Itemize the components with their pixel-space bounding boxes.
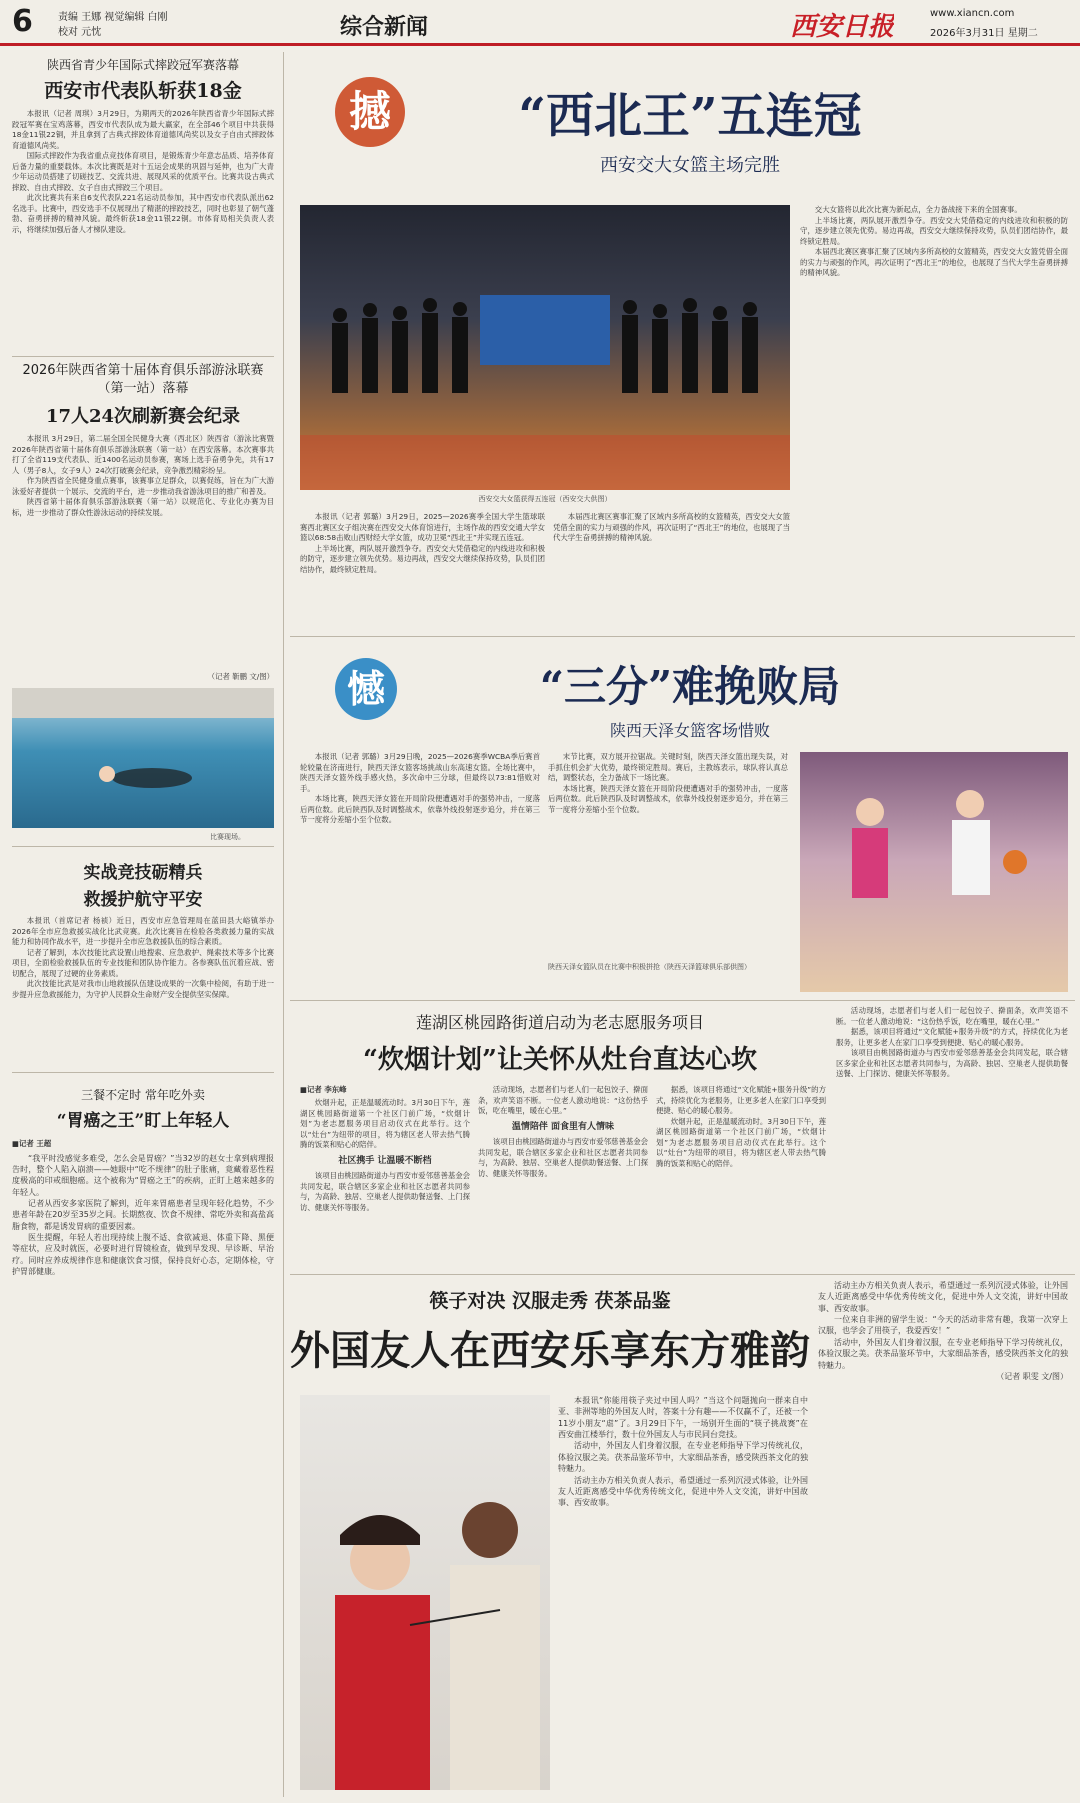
- story4-body-b: 活动主办方相关负责人表示，希望通过一系列沉浸式体验，让外国友人近距离感受中华优秀传统文化，促进中外人文交流，讲好中国故事、西安故事。 一位来自非洲的留学生说：“今天的活动非常有趣，我第一次穿上汉服，也学会了用筷子，我爱西安！” 活动中，外国友人们身着汉服，在专业老师指导下学习传统礼仪，体验汉服之美。茯茶品鉴环节中，大家细品茶香，感受陕西茶文化的独特魅力。 （记者 职雯 文/图）: [818, 1281, 1068, 1381]
- chopsticks-photo: [300, 1395, 550, 1790]
- article-kicker: 莲湖区桃园路街道启动为老志愿服务项目: [415, 1013, 704, 1032]
- article-body: 本报讯 3月29日，第二届全国全民健身大赛（西北区）陕西省（游泳比赛暨2026年陕西省第十届体育俱乐部游泳联赛（第一站）在西安落幕。本次赛事共打了全省119支代表队、近1400名运动员参赛，赛场上选手奋勇争先，共有17人（男子8人，女子9人）24次打破赛会纪录，竞争激烈精彩纷呈。 作为陕西省全民健身重点赛事，该赛事立足群众，以赛促练，旨在为广大游泳爱好者提供一个展示、交流的平台，进一步推动我省游泳项目的推广和普及。 陕西省第十届体育俱乐部游泳联赛（第一站）以规范化、专业化办赛为目标，进一步推动了群众性游泳运动的持续发展。: [12, 434, 274, 517]
- swimming-photo: [12, 688, 274, 828]
- story2-body-b: 末节比赛，双方展开拉锯战。关键时刻，陕西天泽女篮出现失误，对手抓住机会扩大优势，最终锁定胜局。赛后，主教练表示，球队将认真总结，调整状态，全力备战下一场比赛。 本场比赛，陕西天泽女篮在开局阶段便遭遇对手的强势冲击，一度落后两位数。此后陕西队及时调整战术，依靠外线投射逐步追分，并在第三节一度将分差缩小至个位数。: [548, 752, 788, 814]
- stamp-badge: 撼: [335, 77, 405, 147]
- left-article-wrestling: [12, 52, 274, 352]
- article-body: “我平时没感觉多难受，怎么会是胃癌？”当32岁的赵女士拿到病理报告时，整个人陷入崩溃——她眼中“吃不规律”的肚子胀痛，竟藏着恶性程度极高的印戒细胞癌。这个被称为“胃癌之王”的疾病，正盯上越来越多的年轻人。 记者从西安多家医院了解到，近年来胃癌患者呈现年轻化趋势，不少患者年龄在20岁至35岁之间。长期熬夜、饮食不规律、常吃外卖和高盐高脂食物，都是诱发胃病的重要因素。 医生提醒，年轻人若出现持续上腹不适、食欲减退、体重下降、黑便等症状，应及时就医，必要时进行胃镜检查，做到早发现、早诊断、早治疗。同时应养成规律作息和健康饮食习惯，保持良好心态，定期体检，守护胃部健康。: [12, 1153, 274, 1277]
- story-title: “炊烟计划”让关怀从灶台直达心坎: [363, 1045, 757, 1075]
- story-subtitle: 西安交大女篮主场完胜: [600, 155, 780, 176]
- page-editors: 责编 王娜 视觉编辑 白刚: [58, 12, 168, 23]
- article-body: 本报讯（记者 周琪）3月29日，为期两天的2026年陕西省青少年国际式摔跤冠军赛在宝鸡落幕，西安市代表队成为最大赢家，在全部46个项目中共获得18金11银22铜，并且拿到了古典式摔跤体育道德风尚奖以及女子自由式摔跤体育道德风尚奖。 国际式摔跤作为我省重点竞技体育项目，是锻炼青少年意志品质、培养体育后备力量的重要载体。本次比赛既是对十五运会成果的巩固与延伸，也为广大青少年运动员搭建了切磋技艺、交流共进、展现风采的优质平台。比赛共设古典式摔跤、自由式摔跤、女子自由式摔跤三个项目。 此次比赛共有来自6支代表队221名运动员参加，其中西安市代表队派出62名选手。比赛中，西安选手不仅展现出了精湛的摔跤技艺，同时也彰显了朝气蓬勃、奋勇拼搏的精神风貌。最终斩获18金11银22铜。市体育局相关负责人表示，将继续加强后备人才梯队建设。: [12, 109, 274, 234]
- story2-body-a: 本报讯（记者 郭璐）3月29日晚，2025—2026赛季WCBA季后赛首轮较量在济南进行，陕西天泽女篮客场挑战山东高速女篮。全场比赛中，陕西天泽女篮外线手感火热，多次命中三分球，但最终以73:81惜败对手。 本场比赛，陕西天泽女篮在开局阶段便遭遇对手的强势冲击，一度落后两位数。此后陕西队及时调整战术，依靠外线投射逐步追分，并在第三节一度将分差缩小至个位数。: [300, 752, 540, 825]
- stamp-badge: 憾: [335, 658, 397, 720]
- article-kicker: 三餐不定时 常年吃外卖: [81, 1088, 205, 1102]
- photo-caption: 西安交大女篮获得五连冠（西安交大供图）: [478, 495, 612, 503]
- article-kicker: 筷子对决 汉服走秀 茯茶品鉴: [429, 1290, 671, 1312]
- section-title: 综合新闻: [340, 15, 429, 40]
- article-title: 实战竞技砺精兵: [83, 863, 203, 883]
- article-byline: （记者 靳鹏 文/图）: [207, 672, 274, 681]
- story1-body-a: 本报讯（记者 郭璐）3月29日，2025—2026赛季全国大学生篮球联赛西北赛区女子组决赛在西安交大体育馆进行，主场作战的西安交通大学女篮以68:58击败山西财经大学女篮，成功卫冕“西北王”并实现五连冠。 上半场比赛，两队展开激烈争夺。西安交大凭借稳定的内线进攻和积极的防守，逐步建立领先优势。易边再战，西安交大继续保持攻势，队员们团结协作，最终锁定胜局。: [300, 512, 545, 574]
- story3-body-a: 炊烟升起，正是温暖流动时。3月30日下午，莲湖区桃园路街道第一个社区门前广场，“炊烟计划”为老志愿服务项目启动仪式在此举行。这个以“灶台”为纽带的项目，将为辖区老人带去热气腾腾的饭菜和贴心的陪伴。 社区携手 让温暖不断档 该项目由桃园路街道办与西安市爱邻慈善基金会共同发起，联合辖区多家企业和社区志愿者共同参与，为高龄、独居、空巢老人提供助餐送餐、上门探访、健康关怀等服务。: [300, 1098, 470, 1212]
- page-header: [0, 0, 1080, 46]
- story-subtitle: 陕西天泽女篮客场惜败: [609, 721, 770, 740]
- subheading: 温情陪伴 面食里有人情味: [511, 1121, 615, 1132]
- article-title: “胃癌之王”盯上年轻人: [56, 1111, 230, 1131]
- left-article-swimming: [12, 362, 274, 682]
- story2-header: [290, 640, 1070, 755]
- article-kicker: 2026年陕西省第十届体育俱乐部游泳联赛（第一站）落幕: [22, 363, 264, 397]
- team-photo-illustration: [300, 205, 790, 490]
- photo-caption: 比赛现场。: [210, 833, 245, 841]
- story1-body-b: 本届西北赛区赛事汇聚了区域内多所高校的女篮精英，西安交大女篮凭借全面的实力与顽强的作风，再次证明了“西北王”的地位，也展现了当代大学生奋勇拼搏的精神风貌。: [553, 512, 790, 543]
- basketball-team-photo: [300, 205, 790, 490]
- article-title: 17人24次刷新赛会纪录: [45, 406, 241, 428]
- issue-date: 2026年3月31日 星期二: [930, 28, 1038, 39]
- story3-body-b: 活动现场，志愿者们与老人们一起包饺子、擀面条，欢声笑语不断。一位老人激动地说：“这份热乎饭，吃在嘴里，暖在心里。” 温情陪伴 面食里有人情味 该项目由桃园路街道办与西安市爱邻慈善基金会共同发起，联合辖区多家企业和社区志愿者共同参与，为高龄、独居、空巢老人提供助餐送餐、上门探访、健康关怀等服务。: [478, 1085, 648, 1178]
- left-article-rescue: [12, 852, 274, 1062]
- article-title: 救援护航守平安: [83, 890, 203, 910]
- players-illustration: [800, 752, 1068, 992]
- story3-header: [290, 1006, 830, 1076]
- article-byline: ■记者 王超: [12, 1139, 52, 1148]
- page-proof: 校对 元忱: [58, 27, 102, 38]
- people-illustration: [300, 1395, 550, 1790]
- story4-header: [290, 1280, 810, 1380]
- subheading: 社区携手 让温暖不断档: [338, 1155, 432, 1166]
- story1-header: [290, 55, 1070, 190]
- page-number: 6: [12, 4, 33, 39]
- column-divider: [283, 52, 284, 1797]
- basketball-game-photo: [800, 752, 1068, 992]
- article-body: 本报讯（首席记者 杨祯）近日，西安市应急管理局在蓝田县大峪镇举办2026年全市应急救援实战化比武竞赛。此次比赛旨在检验各类救援力量的实战能力和协同作战水平，进一步提升全市应急救援队伍的综合素质。 记者了解到，本次技能比武设置山地搜索、应急救护、绳索技术等多个比赛项目，全面检验救援队伍的专业技能和团队协作能力。各参赛队伍沉着应战、密切配合，展现了过硬的业务素质。 此次技能比武是对我市山地救援队伍建设成果的一次集中检阅，有助于进一步提升应急救援能力，为守护人民群众生命财产安全提供坚实保障。: [12, 916, 274, 999]
- brand-logo: 西安日报: [790, 12, 895, 42]
- story-title: “西北王”五连冠: [518, 88, 862, 144]
- story-title: 外国友人在西安乐享东方雅韵: [290, 1327, 810, 1374]
- story1-body-c: 交大女篮将以此次比赛为新起点，全力备战接下来的全国赛事。 上半场比赛，两队展开激烈争夺。西安交大凭借稳定的内线进攻和积极的防守，逐步建立领先优势。易边再战，西安交大继续保持攻势，队员们团结协作，最终锁定胜局。 本届西北赛区赛事汇聚了区域内多所高校的女篮精英，西安交大女篮凭借全面的实力与顽强的作风，再次证明了“西北王”的地位，也展现了当代大学生奋勇拼搏的精神风貌。: [800, 205, 1068, 278]
- site-url: www.xiancn.com: [930, 8, 1015, 19]
- story-title: “三分”难挽败局: [539, 662, 841, 711]
- article-kicker: 陕西省青少年国际式摔跤冠军赛落幕: [46, 58, 239, 72]
- left-article-stomach: [12, 1080, 274, 1795]
- article-title: 西安市代表队斩获18金: [44, 80, 242, 102]
- photo-caption: 陕西天泽女篮队员在比赛中积极拼抢（陕西天泽篮球俱乐部供图）: [548, 963, 751, 971]
- story3-body-d: 活动现场，志愿者们与老人们一起包饺子、擀面条，欢声笑语不断。一位老人激动地说：“这份热乎饭，吃在嘴里，暖在心里。” 据悉，该项目将通过“文化赋能+服务升级”的方式，持续优化为老服务，让更多老人在家门口享受到便捷、贴心的暖心服务。 该项目由桃园路街道办与西安市爱邻慈善基金会共同发起，联合辖区多家企业和社区志愿者共同参与，为高龄、独居、空巢老人提供助餐送餐、上门探访、健康关怀等服务。: [836, 1006, 1068, 1079]
- article-byline: ■记者 李东峰: [300, 1085, 347, 1094]
- story3-body-c: 据悉，该项目将通过“文化赋能+服务升级”的方式，持续优化为老服务，让更多老人在家门口享受到便捷、贴心的暖心服务。 炊烟升起，正是温暖流动时。3月30日下午，莲湖区桃园路街道第一个社区门前广场，“炊烟计划”为老志愿服务项目启动仪式在此举行。这个以“灶台”为纽带的项目，将为辖区老人带去热气腾腾的饭菜和贴心的陪伴。: [656, 1085, 826, 1168]
- story4-body-a: 本报讯“你能用筷子夹过中国人吗？”当这个问题抛向一群来自中亚、非洲等地的外国友人时，答案十分有趣——不仅赢不了，还被一个11岁小朋友“虐”了。3月29日下午，一场别开生面的“筷子挑战赛”在西安曲江楼举行，数十位外国友人与市民同台竞技。 活动中，外国友人们身着汉服，在专业老师指导下学习传统礼仪，体验汉服之美。茯茶品鉴环节中，大家细品茶香，感受陕西茶文化的独特魅力。 活动主办方相关负责人表示，希望通过一系列沉浸式体验，让外国友人近距离感受中华优秀传统文化，促进中外人文交流，讲好中国故事、西安故事。: [558, 1396, 808, 1508]
- swimmer-illustration: [12, 688, 274, 828]
